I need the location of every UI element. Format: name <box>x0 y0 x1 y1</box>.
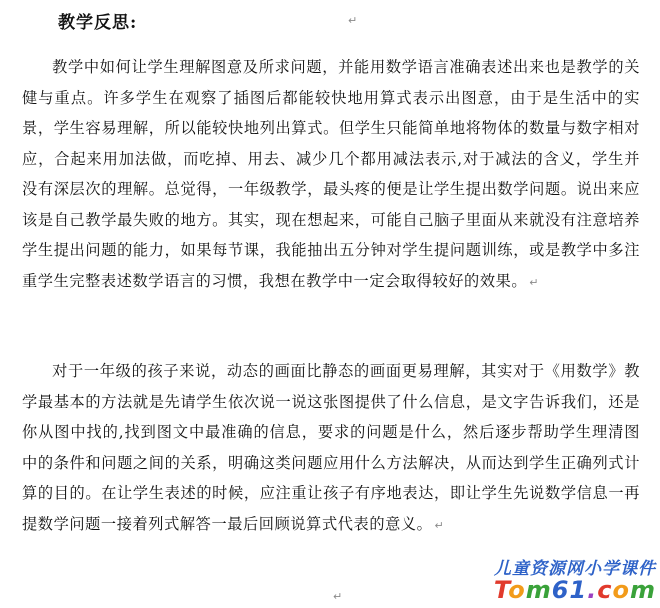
logo-letter: T <box>493 576 509 604</box>
paragraph-mark-icon: ↵ <box>348 14 358 27</box>
logo-letter: 61 <box>551 576 588 604</box>
paragraph-1 <box>22 52 640 298</box>
paragraph-1-text: 教学中如何让学生理解图意及所求问题，并能用数学语言准确表述出来也是教学的关健与重点。许多学生在观察了插图后都能较快地用算式表示出图意，由于是生活中的实景，学生容易理解，所以能较快地列出算式。但学生只能简单地将物体的数量与数字相对应，合起来用加法做，而吃掉、用去、减少几个都用减法表示,对于减法的含义，学生并没有深层次的理解。总觉得，一年级教学，最头疼的便是让学生提出数学问题。说出来应该是自己教学最失败的地方。其实，现在想起来，可能自己脑子里面从来就没有注意培养学生提出问题的能力，如果每节课，我能抽出五分钟对学生提问题训练，或是教学中多注重学生完整表述数学语言的习惯，我想在教学中一定会取得较好的效果。 <box>22 58 640 290</box>
paragraph-2-text: 对于一年级的孩子来说，动态的画面比静态的画面更易理解，其实对于《用数学》教学最基本的方法就是先请学生依次说一说这张图提供了什么信息，是文字告诉我们，还是你从图中找的,找到图文中最准确的信息，要求的问题是什么，然后逐步帮助学生理清图中的条件和问题之间的关系，明确这类问题应用什么方法解决，从而达到学生正确列式计算的目的。在让学生表述的时候，应注重让孩子有序地表达，即让学生先说数学信息一再提数学问题一接着列式解答一最后回顾说算式代表的意义。 <box>22 362 640 533</box>
paragraph-mark-icon: ↵ <box>333 590 343 603</box>
heading-text: 教学反思: <box>58 13 138 33</box>
logo-letter: m <box>629 576 656 604</box>
paragraph-mark-icon: ↵ <box>434 518 445 532</box>
logo-letter: m <box>525 576 552 604</box>
site-watermark <box>478 554 656 604</box>
watermark-logo <box>494 576 656 604</box>
paragraph-mark-icon: ↵ <box>529 275 540 289</box>
paragraph-2 <box>22 356 640 541</box>
logo-letter: c <box>597 576 613 604</box>
watermark-site-name: 儿童资源网小学课件 <box>494 559 656 579</box>
logo-letter: o <box>612 576 630 604</box>
logo-letter: o <box>508 576 526 604</box>
document-heading <box>58 8 137 33</box>
logo-letter: . <box>587 576 598 604</box>
